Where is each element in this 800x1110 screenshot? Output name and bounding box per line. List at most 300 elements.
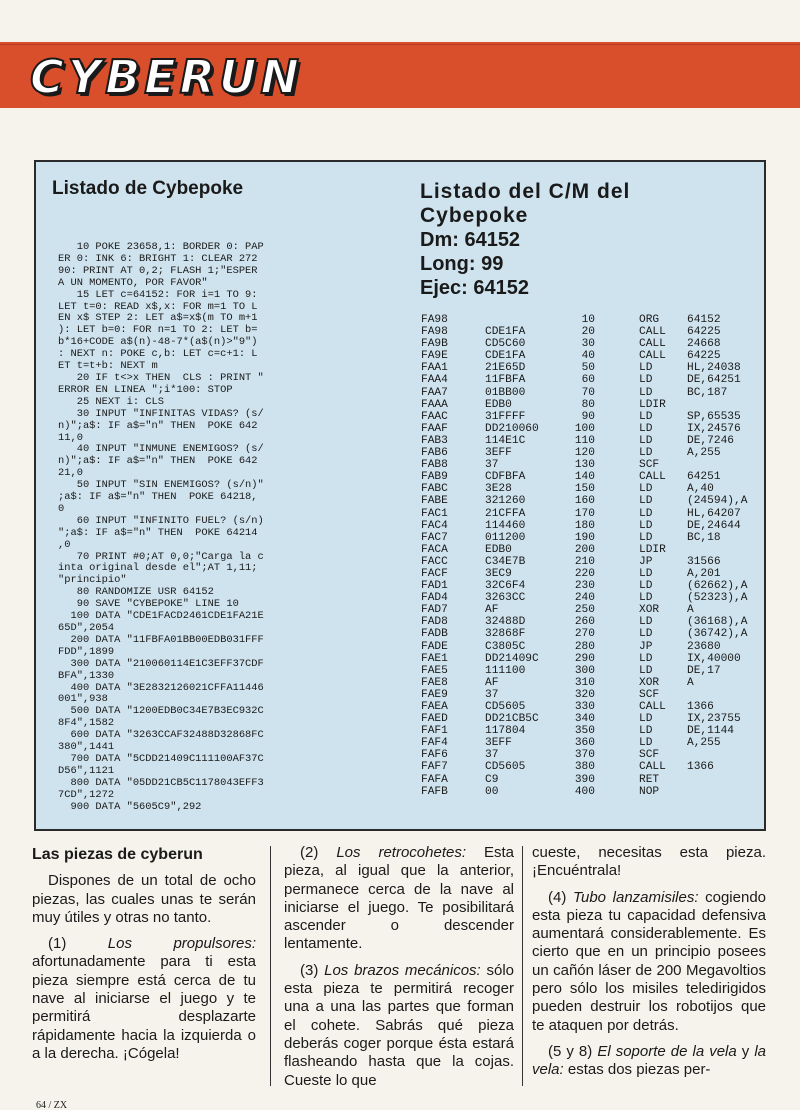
- asm-operand: BC,187: [687, 386, 728, 399]
- asm-opcode: CALL: [639, 471, 666, 484]
- asm-line-number: 40: [581, 350, 595, 363]
- code-line: 20 IF t<>x THEN CLS : PRINT ": [58, 371, 264, 384]
- asm-opcode: LD: [639, 737, 653, 750]
- asm-hex: 01BB00: [485, 386, 526, 399]
- asm-operand: IX,40000: [687, 652, 741, 665]
- asm-operand: SP,65535: [687, 410, 741, 423]
- asm-operand: A,255: [687, 447, 721, 460]
- asm-address: FAB6: [421, 447, 448, 460]
- asm-line-number: 270: [574, 628, 595, 641]
- asm-line-number: 390: [574, 773, 595, 786]
- asm-opcode: SCF: [639, 688, 660, 701]
- asm-line-number: 400: [574, 785, 595, 798]
- code-line: 11,0: [58, 431, 83, 444]
- column-rule: [522, 846, 523, 1086]
- asm-hex: CD5C60: [485, 338, 526, 351]
- asm-hex: 21E65D: [485, 362, 526, 375]
- asm-line-number: 220: [574, 567, 595, 580]
- asm-row: [421, 701, 751, 713]
- asm-operand: DE,17: [687, 664, 721, 677]
- asm-address: FAFA: [421, 773, 448, 786]
- asm-operand: A,40: [687, 483, 714, 496]
- asm-address: FAED: [421, 713, 448, 726]
- asm-line-number: 90: [581, 410, 595, 423]
- asm-address: FACC: [421, 555, 448, 568]
- asm-line-number: 200: [574, 543, 595, 556]
- code-line: "principio": [58, 574, 127, 587]
- asm-hex: 3263CC: [485, 592, 526, 605]
- asm-address: FAB3: [421, 434, 448, 447]
- asm-long: Long: 99: [420, 253, 504, 275]
- asm-row: [421, 338, 751, 350]
- asm-line-number: 140: [574, 471, 595, 484]
- basic-listing: [58, 242, 308, 814]
- code-line: ";a$: IF a$="n" THEN POKE 64214: [58, 526, 258, 539]
- asm-row: [421, 665, 751, 677]
- code-line: 7CD",1272: [58, 788, 115, 801]
- asm-hex: 111100: [485, 664, 526, 677]
- asm-operand: A: [687, 604, 694, 617]
- code-line: 8F4",1582: [58, 717, 115, 730]
- asm-opcode: CALL: [639, 701, 666, 713]
- asm-line-number: 150: [574, 483, 595, 496]
- asm-address: FAA4: [421, 374, 448, 387]
- paragraph: (4) Tubo lanzamisiles: cogiendo esta pieza tu capacidad defensiva aumentará considerablemente. Es cierto que en un principio posees un cañón láser de 200 Megavoltios pero sólo los misiles teledirigidos pueden destruir los robotijos que te ataquen por detrás.: [532, 888, 767, 1034]
- asm-row: [421, 713, 751, 725]
- asm-line-number: 290: [574, 652, 595, 665]
- asm-opcode: LD: [639, 519, 653, 532]
- asm-operand: 64251: [687, 471, 721, 484]
- asm-row: [421, 495, 751, 507]
- asm-opcode: XOR: [639, 676, 660, 689]
- asm-hex: 37: [485, 688, 499, 701]
- asm-line-number: 120: [574, 447, 595, 460]
- asm-operand: (24594),A: [687, 495, 748, 508]
- code-line: 90 SAVE "CYBEPOKE" LINE 10: [58, 598, 239, 611]
- asm-opcode: LD: [639, 362, 653, 375]
- asm-row: [421, 580, 751, 592]
- asm-title-line1: Listado del C/M del: [420, 180, 631, 203]
- code-line: 200 DATA "11FBFA01BB00EDB031FFF: [58, 633, 264, 646]
- asm-address: FAF1: [421, 725, 448, 738]
- asm-hex: 21CFFA: [485, 507, 526, 520]
- code-line: ;a$: IF a$="n" THEN POKE 64218,: [58, 491, 258, 504]
- paragraph: cueste, necesitas esta pieza. ¡Encuéntrala!: [532, 844, 766, 880]
- asm-opcode: LD: [639, 483, 653, 496]
- asm-row: [421, 399, 751, 411]
- asm-listing-title: [420, 180, 740, 300]
- asm-address: FAFB: [421, 785, 448, 798]
- asm-opcode: LD: [639, 592, 653, 605]
- asm-opcode: LD: [639, 664, 653, 677]
- asm-line-number: 230: [574, 580, 595, 593]
- asm-row: [421, 774, 751, 786]
- asm-address: FA9E: [421, 350, 448, 363]
- asm-opcode: LD: [639, 386, 653, 399]
- asm-hex: CDE1FA: [485, 326, 526, 339]
- asm-address: FA98: [421, 326, 448, 339]
- code-line: 380",1441: [58, 741, 115, 754]
- asm-operand: IX,24576: [687, 422, 741, 435]
- code-line: 700 DATA "5CDD21409C111100AF37C: [58, 752, 264, 765]
- asm-opcode: LD: [639, 713, 653, 726]
- asm-row: [421, 435, 751, 447]
- asm-operand: DE,64251: [687, 374, 741, 387]
- paragraph: (5 y 8) El soporte de la vela y la vela: estas dos piezas per-: [532, 1042, 767, 1079]
- asm-address: FA98: [421, 314, 448, 326]
- asm-hex: 3EFF: [485, 737, 512, 750]
- asm-line-number: 300: [574, 664, 595, 677]
- asm-operand: DE,24644: [687, 519, 741, 532]
- asm-hex: DD210060: [485, 422, 539, 435]
- cyberun-logo: CYBERUN: [30, 50, 303, 104]
- code-line: 100 DATA "CDE1FACD2461CDE1FA21E: [58, 610, 264, 623]
- asm-line-number: 110: [574, 434, 595, 447]
- asm-hex: EDB0: [485, 543, 512, 556]
- asm-opcode: SCF: [639, 459, 660, 472]
- code-line: LET t=0: READ x$,x: FOR m=1 TO L: [58, 300, 258, 313]
- asm-line-number: 370: [574, 749, 595, 762]
- asm-address: FAC4: [421, 519, 448, 532]
- asm-row: [421, 749, 751, 761]
- asm-hex: 32488D: [485, 616, 526, 629]
- asm-line-number: 190: [574, 531, 595, 544]
- code-line: b*16+CODE a$(n)-48-7*(a$(n)>"9"): [58, 336, 258, 349]
- asm-opcode: JP: [639, 640, 653, 653]
- asm-listing: [421, 314, 751, 798]
- code-line: 400 DATA "3E2832126021CFFA11446: [58, 681, 264, 694]
- asm-line-number: 360: [574, 737, 595, 750]
- asm-address: FAE5: [421, 664, 448, 677]
- asm-hex: AF: [485, 604, 499, 617]
- asm-line-number: 380: [574, 761, 595, 774]
- asm-operand: 64225: [687, 350, 721, 363]
- code-line: 40 INPUT "INMUNE ENEMIGOS? (s/: [58, 443, 264, 456]
- asm-row: [421, 556, 751, 568]
- code-line: BFA",1330: [58, 669, 115, 682]
- asm-row: [421, 604, 751, 616]
- article-column-3: [532, 846, 766, 1088]
- asm-operand: 64152: [687, 314, 721, 326]
- code-line: 500 DATA "1200EDB0C34E7B3EC932C: [58, 705, 264, 718]
- asm-row: [421, 628, 751, 640]
- asm-address: FAF7: [421, 761, 448, 774]
- asm-address: FAAF: [421, 422, 448, 435]
- asm-opcode: LD: [639, 434, 653, 447]
- asm-address: FAAC: [421, 410, 448, 423]
- asm-operand: (62662),A: [687, 580, 748, 593]
- asm-row: [421, 374, 751, 386]
- code-line: 10 POKE 23658,1: BORDER 0: PAP: [58, 241, 264, 253]
- paragraph: (2) Los retrocohetes: Esta pieza, al igual que la anterior, permanece cerca de la nave al iniciarse el juego. Te posibilitará ascender o descender lentamente.: [284, 844, 514, 953]
- asm-line-number: 20: [581, 326, 595, 339]
- asm-operand: (52323),A: [687, 592, 748, 605]
- asm-opcode: LD: [639, 531, 653, 544]
- asm-line-number: 280: [574, 640, 595, 653]
- asm-opcode: LDIR: [639, 398, 666, 411]
- asm-operand: (36742),A: [687, 628, 748, 641]
- asm-line-number: 340: [574, 713, 595, 726]
- asm-row: [421, 350, 751, 362]
- asm-line-number: 310: [574, 676, 595, 689]
- asm-operand: 24668: [687, 338, 721, 351]
- asm-opcode: CALL: [639, 338, 666, 351]
- asm-hex: 321260: [485, 495, 526, 508]
- asm-operand: 31566: [687, 555, 721, 568]
- page-number: 64 / ZX: [36, 1100, 68, 1110]
- article-column-1: [32, 846, 256, 1071]
- asm-operand: 1366: [687, 701, 714, 713]
- code-line: ,0: [58, 538, 71, 551]
- code-line: 900 DATA "5605C9",292: [58, 800, 202, 813]
- asm-address: FAA1: [421, 362, 448, 375]
- asm-opcode: LD: [639, 580, 653, 593]
- asm-line-number: 10: [581, 314, 595, 326]
- asm-line-number: 60: [581, 374, 595, 387]
- asm-line-number: 210: [574, 555, 595, 568]
- asm-operand: IX,23755: [687, 713, 741, 726]
- code-line: D56",1121: [58, 764, 115, 777]
- asm-address: FAE8: [421, 676, 448, 689]
- asm-row: [421, 362, 751, 374]
- asm-line-number: 250: [574, 604, 595, 617]
- asm-address: FAEA: [421, 701, 448, 713]
- code-line: ER 0: INK 6: BRIGHT 1: CLEAR 272: [58, 252, 258, 265]
- code-line: 90: PRINT AT 0,2; FLASH 1;"ESPER: [58, 264, 258, 277]
- asm-hex: 114E1C: [485, 434, 526, 447]
- asm-address: FAE1: [421, 652, 448, 665]
- code-line: EN x$ STEP 2: LET a$=x$(m TO m+1: [58, 312, 258, 325]
- asm-line-number: 100: [574, 422, 595, 435]
- asm-row: [421, 471, 751, 483]
- article-heading: Las piezas de cyberun: [32, 846, 203, 863]
- asm-address: FACF: [421, 567, 448, 580]
- asm-address: FADB: [421, 628, 448, 641]
- asm-hex: CD5605: [485, 701, 526, 713]
- code-line: 50 INPUT "SIN ENEMIGOS? (s/n)": [58, 479, 264, 492]
- code-line: inta original desde el";AT 1,11;: [58, 562, 258, 575]
- asm-row: [421, 387, 751, 399]
- asm-hex: C34E7B: [485, 555, 526, 568]
- asm-opcode: LD: [639, 567, 653, 580]
- asm-hex: 011200: [485, 531, 526, 544]
- asm-hex: DD21CB5C: [485, 713, 539, 726]
- code-line: 80 RANDOMIZE USR 64152: [58, 586, 214, 599]
- asm-hex: 31FFFF: [485, 410, 526, 423]
- asm-line-number: 240: [574, 592, 595, 605]
- asm-address: FADE: [421, 640, 448, 653]
- code-line: ET t=t+b: NEXT m: [58, 360, 158, 373]
- asm-address: FAD8: [421, 616, 448, 629]
- asm-hex: 11FBFA: [485, 374, 526, 387]
- asm-row: [421, 689, 751, 701]
- asm-operand: DE,1144: [687, 725, 734, 738]
- asm-opcode: ORG: [639, 314, 660, 326]
- asm-address: FAD1: [421, 580, 448, 593]
- asm-hex: CDE1FA: [485, 350, 526, 363]
- asm-row: [421, 641, 751, 653]
- asm-hex: AF: [485, 676, 499, 689]
- asm-hex: 3EC9: [485, 567, 512, 580]
- asm-opcode: NOP: [639, 785, 660, 798]
- code-line: 800 DATA "05DD21CB5C1178043EFF3: [58, 776, 264, 789]
- asm-row: [421, 677, 751, 689]
- asm-address: FAAA: [421, 398, 448, 411]
- asm-opcode: SCF: [639, 749, 660, 762]
- asm-row: [421, 459, 751, 471]
- code-line: 300 DATA "210060114E1C3EFF37CDF: [58, 657, 264, 670]
- asm-opcode: LD: [639, 725, 653, 738]
- asm-row: [421, 568, 751, 580]
- asm-hex: 37: [485, 459, 499, 472]
- code-line: n)";a$: IF a$="n" THEN POKE 642: [58, 419, 258, 432]
- asm-row: [421, 592, 751, 604]
- asm-address: FAD4: [421, 592, 448, 605]
- column-rule: [270, 846, 271, 1086]
- asm-operand: BC,18: [687, 531, 721, 544]
- asm-hex: 3E28: [485, 483, 512, 496]
- code-line: 25 NEXT i: CLS: [58, 395, 165, 408]
- asm-operand: HL,64207: [687, 507, 741, 520]
- asm-address: FAB9: [421, 471, 448, 484]
- asm-opcode: CALL: [639, 350, 666, 363]
- asm-line-number: 330: [574, 701, 595, 713]
- asm-operand: A: [687, 676, 694, 689]
- code-line: ERROR EN LINEA ";i*100: STOP: [58, 383, 233, 396]
- code-line: 21,0: [58, 467, 83, 480]
- asm-address: FA9B: [421, 338, 448, 351]
- asm-row: [421, 314, 751, 326]
- asm-operand: 64225: [687, 326, 721, 339]
- asm-line-number: 80: [581, 398, 595, 411]
- asm-row: [421, 725, 751, 737]
- asm-operand: (36168),A: [687, 616, 748, 629]
- asm-title-line2: Cybepoke: [420, 204, 529, 227]
- asm-opcode: LDIR: [639, 543, 666, 556]
- asm-address: FAD7: [421, 604, 448, 617]
- asm-operand: DE,7246: [687, 434, 734, 447]
- asm-row: [421, 544, 751, 556]
- code-line: 70 PRINT #0;AT 0,0;"Carga la c: [58, 550, 264, 563]
- asm-address: FAF6: [421, 749, 448, 762]
- asm-address: FAC7: [421, 531, 448, 544]
- asm-opcode: LD: [639, 447, 653, 460]
- asm-opcode: LD: [639, 652, 653, 665]
- asm-line-number: 130: [574, 459, 595, 472]
- asm-dm: Dm: 64152: [420, 229, 521, 251]
- asm-hex: CDFBFA: [485, 471, 526, 484]
- code-line: ): LET b=0: FOR n=1 TO 2: LET b=: [58, 324, 258, 337]
- asm-opcode: XOR: [639, 604, 660, 617]
- asm-row: [421, 520, 751, 532]
- asm-line-number: 260: [574, 616, 595, 629]
- asm-row: [421, 508, 751, 520]
- asm-hex: C9: [485, 773, 499, 786]
- asm-opcode: LD: [639, 616, 653, 629]
- code-line: FDD",1899: [58, 645, 115, 658]
- asm-line-number: 170: [574, 507, 595, 520]
- asm-opcode: JP: [639, 555, 653, 568]
- code-line: : NEXT n: POKE c,b: LET c=c+1: L: [58, 348, 258, 361]
- paragraph: (3) Los brazos mecánicos: sólo esta pieza te permitirá recoger una a una las partes que forman el cohete. Sabrás qué pieza deberás coger porque ésta estará flasheando hasta que la cojas. Cueste lo que: [284, 961, 515, 1089]
- asm-opcode: LD: [639, 422, 653, 435]
- asm-hex: 3EFF: [485, 447, 512, 460]
- code-line: 30 INPUT "INFINITAS VIDAS? (s/: [58, 407, 264, 420]
- asm-hex: 37: [485, 749, 499, 762]
- asm-operand: A,201: [687, 567, 721, 580]
- asm-row: [421, 483, 751, 495]
- code-line: 001",938: [58, 693, 108, 706]
- asm-hex: 32868F: [485, 628, 526, 641]
- asm-opcode: LD: [639, 628, 653, 641]
- code-line: 60 INPUT "INFINITO FUEL? (s/n): [58, 514, 264, 527]
- asm-operand: A,255: [687, 737, 721, 750]
- code-line: 0: [58, 502, 65, 515]
- asm-row: [421, 737, 751, 749]
- asm-hex: CD5605: [485, 761, 526, 774]
- asm-address: FAC1: [421, 507, 448, 520]
- code-line: n)";a$: IF a$="n" THEN POKE 642: [58, 455, 258, 468]
- asm-row: [421, 411, 751, 423]
- asm-operand: 1366: [687, 761, 714, 774]
- paragraph: (1) Los propulsores: afortunadamente para ti esta pieza siempre está cerca de tu nave al iniciarse el juego y te permitirá desplazarte rápidamente hacia la izquierda o a la derecha. ¡Cógela!: [32, 935, 256, 1062]
- asm-row: [421, 761, 751, 773]
- asm-hex: C3805C: [485, 640, 526, 653]
- asm-row: [421, 423, 751, 435]
- asm-opcode: LD: [639, 410, 653, 423]
- paragraph: Dispones de un total de ocho piezas, las cuales unas te serán muy útiles y otras no tanto.: [32, 872, 256, 926]
- asm-operand: 23680: [687, 640, 721, 653]
- asm-row: [421, 786, 751, 798]
- asm-row: [421, 653, 751, 665]
- asm-address: FABC: [421, 483, 448, 496]
- asm-address: FAE9: [421, 688, 448, 701]
- asm-address: FAA7: [421, 386, 448, 399]
- asm-hex: EDB0: [485, 398, 512, 411]
- asm-operand: HL,24038: [687, 362, 741, 375]
- asm-ejec: Ejec: 64152: [420, 277, 529, 299]
- asm-row: [421, 616, 751, 628]
- asm-row: [421, 532, 751, 544]
- asm-opcode: LD: [639, 374, 653, 387]
- asm-hex: 117804: [485, 725, 526, 738]
- asm-address: FACA: [421, 543, 448, 556]
- asm-hex: 00: [485, 785, 499, 798]
- asm-line-number: 180: [574, 519, 595, 532]
- code-line: 600 DATA "3263CCAF32488D32868FC: [58, 729, 264, 742]
- asm-line-number: 70: [581, 386, 595, 399]
- asm-opcode: CALL: [639, 761, 666, 774]
- asm-opcode: RET: [639, 773, 660, 786]
- asm-line-number: 350: [574, 725, 595, 738]
- asm-address: FAB8: [421, 459, 448, 472]
- asm-opcode: CALL: [639, 326, 666, 339]
- asm-hex: 32C6F4: [485, 580, 526, 593]
- basic-listing-title: Listado de Cybepoke: [52, 178, 244, 199]
- asm-opcode: LD: [639, 507, 653, 520]
- asm-row: [421, 447, 751, 459]
- code-line: 15 LET c=64152: FOR i=1 TO 9:: [58, 288, 258, 301]
- asm-opcode: LD: [639, 495, 653, 508]
- asm-hex: DD21409C: [485, 652, 539, 665]
- asm-line-number: 50: [581, 362, 595, 375]
- code-line: A UN MOMENTO, POR FAVOR": [58, 276, 208, 289]
- asm-address: FAF4: [421, 737, 448, 750]
- asm-line-number: 160: [574, 495, 595, 508]
- asm-line-number: 30: [581, 338, 595, 351]
- asm-row: [421, 326, 751, 338]
- code-line: 65D",2054: [58, 622, 115, 634]
